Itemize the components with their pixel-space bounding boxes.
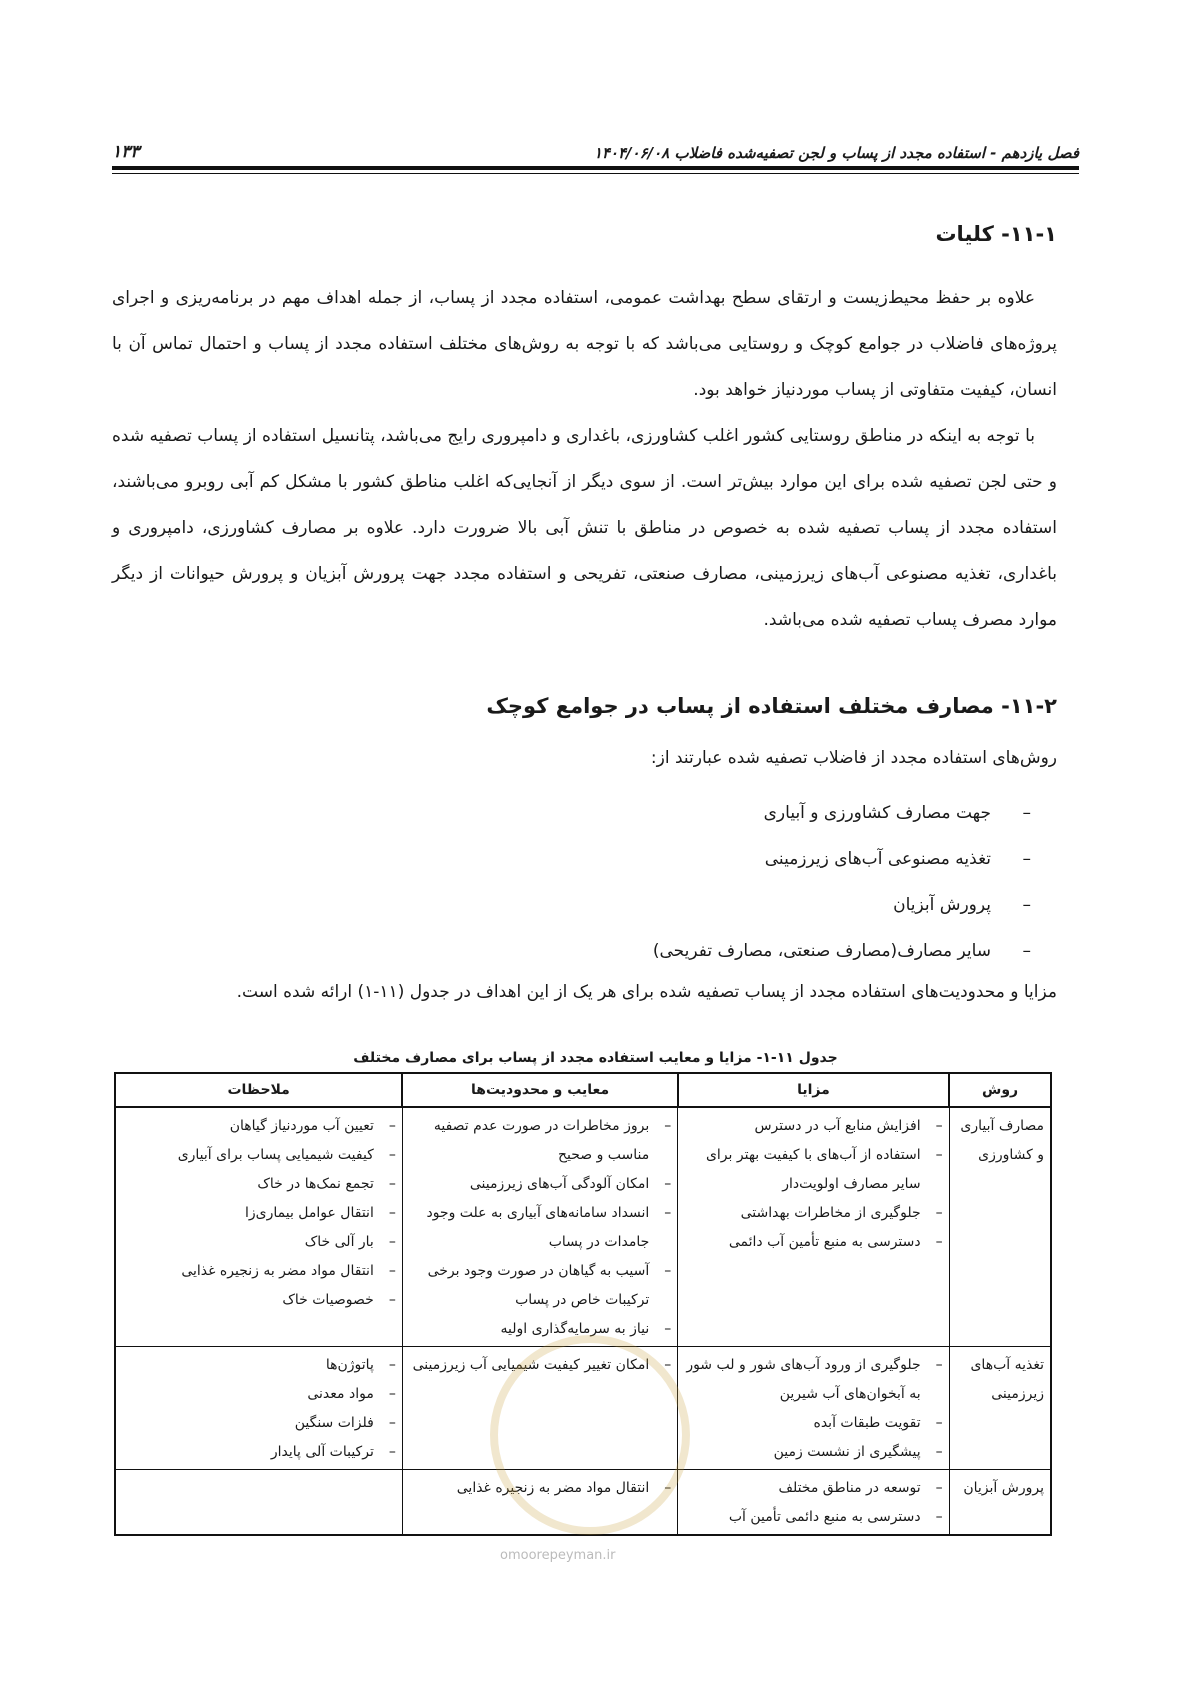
cell-item: – انتقال مواد مضر به زنجیره غذایی <box>181 1263 396 1279</box>
cell-item: – استفاده از آب‌های با کیفیت بهتر برای سایر مصارف اولویت‌دار <box>705 1147 943 1192</box>
cell-item: – جلوگیری از ورود آب‌های شور و لب شور به آبخوان‌های آب شیرین <box>686 1357 943 1402</box>
cell-item: – تعیین آب موردنیاز گیاهان <box>229 1118 396 1134</box>
list-item <box>653 790 1031 836</box>
cell-item: – انسداد سامانه‌های آبیاری به علت وجود جامدات در پساب <box>426 1205 672 1250</box>
section-body <box>112 275 1057 643</box>
cell-item: – توسعه در مناطق مختلف <box>778 1480 943 1496</box>
watermark-seal-icon <box>490 1335 690 1535</box>
cell-item: – آسیب به گیاهان در صورت وجود برخی ترکیبات خاص در پساب <box>427 1263 672 1308</box>
list-item <box>653 928 1031 974</box>
list-item-text: جهت مصارف کشاورزی و آبیاری <box>763 803 991 823</box>
method-cell <box>949 1470 1051 1536</box>
cell-item: – کیفیت شیمیایی پساب برای آبیاری <box>177 1147 396 1163</box>
list-intro: روش‌های استفاده مجدد از فاضلاب تصفیه شده عبارتند از: <box>650 748 1057 768</box>
advantages-cell <box>678 1470 949 1536</box>
page-number: ۱۳۳ <box>112 142 140 162</box>
section-heading-uses: ۱۱-۲- مصارف مختلف استفاده از پساب در جوامع کوچک <box>486 694 1057 718</box>
dash-bullet: – <box>1022 895 1031 915</box>
cell-item: – جلوگیری از مخاطرات بهداشتی <box>740 1205 943 1221</box>
cell-item: – ترکیبات آلی پایدار <box>270 1444 396 1460</box>
table-row <box>115 1107 1051 1347</box>
watermark-text: omoorepeyman.ir <box>500 1548 616 1563</box>
cell-item: – خصوصیات خاک <box>282 1292 396 1308</box>
page-header <box>112 128 1079 162</box>
list-item-text: تغذیه مصنوعی آب‌های زیرزمینی <box>764 849 991 869</box>
dash-bullet: – <box>1022 941 1031 961</box>
cell-item: – تجمع نمک‌ها در خاک <box>257 1176 396 1192</box>
cell-item: – انتقال عوامل بیماری‌زا <box>244 1205 396 1221</box>
cell-item: – فلزات سنگین <box>294 1415 396 1431</box>
cell-item: – افزایش منابع آب در دسترس <box>754 1118 943 1134</box>
table-header-row <box>115 1073 1051 1107</box>
table-reference-text: مزایا و محدودیت‌های استفاده مجدد از پساب تصفیه شده برای هر یک از این اهداف در جدول (۱۱-۱) ارائه شده است. <box>236 982 1057 1002</box>
method-cell <box>949 1107 1051 1347</box>
cell-item: – بروز مخاطرات در صورت عدم تصفیه مناسب و صحیح <box>433 1118 672 1163</box>
cell-item: – نیاز به سرمایه‌گذاری اولیه <box>500 1321 672 1337</box>
list-item-text: پرورش آبزیان <box>893 895 991 915</box>
method-name: پرورش آبزیان <box>963 1480 1044 1496</box>
dash-bullet: – <box>1022 849 1031 869</box>
cell-item: – امکان تغییر کیفیت شیمیایی آب زیرزمینی <box>412 1357 672 1373</box>
method-cell <box>949 1347 1051 1470</box>
method-name: مصارف آبیاری و کشاورزی <box>960 1118 1044 1163</box>
header-rule-thick <box>112 166 1079 170</box>
cell-item: – بار آلی خاک <box>304 1234 396 1250</box>
cell-item: – انتقال مواد مضر به زنجیره غذایی <box>456 1480 672 1496</box>
list-item <box>653 882 1031 928</box>
cell-item: – دسترسی به منبع دائمی تأمین آب <box>728 1509 943 1525</box>
cell-item: – پیشگیری از نشست زمین <box>773 1444 943 1460</box>
method-name: تغذیه آب‌های زیرزمینی <box>970 1357 1044 1402</box>
paragraph: علاوه بر حفظ محیط‌زیست و ارتقای سطح بهداشت عمومی، استفاده مجدد از پساب، از جمله اهداف مهم در برنامه‌ریزی و اجرای پروژه‌های فاضلاب در جوامع کوچک و روستایی می‌باشد که با توجه به روش‌های مختلف استفاده مجدد از پساب و احتمال تماس آن با انسان، کیفیت متفاوتی از پساب موردنیاز خواهد بود. <box>112 288 1057 400</box>
column-header-advantages: مزایا <box>678 1073 949 1107</box>
notes-cell <box>115 1107 402 1347</box>
cell-item: – پاتوژن‌ها <box>325 1357 396 1373</box>
section-heading-general: ۱۱-۱- کلیات <box>935 222 1057 246</box>
dash-bullet: – <box>1022 803 1031 823</box>
table-caption: جدول ۱۱-۱- مزایا و معایب استفاده مجدد از پساب برای مصارف مختلف <box>353 1050 838 1066</box>
list-item <box>653 836 1031 882</box>
cell-item: – تقویت طبقات آبده <box>813 1415 943 1431</box>
uses-list <box>653 790 1031 974</box>
notes-cell <box>115 1470 402 1536</box>
column-header-disadvantages: معایب و محدودیت‌ها <box>402 1073 677 1107</box>
advantages-cell <box>678 1107 949 1347</box>
column-header-method: روش <box>949 1073 1051 1107</box>
cell-item: – مواد معدنی <box>307 1386 396 1402</box>
cell-item: – دسترسی به منبع تأمین آب دائمی <box>728 1234 943 1250</box>
advantages-cell <box>678 1347 949 1470</box>
chapter-title: فصل یازدهم - استفاده مجدد از پساب و لجن تصفیه‌شده فاضلاب ۱۴۰۴/۰۶/۰۸ <box>593 144 1079 162</box>
notes-cell <box>115 1347 402 1470</box>
list-item-text: سایر مصارف(مصارف صنعتی، مصارف تفریحی) <box>652 941 991 961</box>
disadvantages-cell <box>402 1107 677 1347</box>
cell-item: – امکان آلودگی آب‌های زیرزمینی <box>469 1176 672 1192</box>
paragraph: با توجه به اینکه در مناطق روستایی کشور اغلب کشاورزی، باغداری و دامپروری رایج می‌باشد، پتانسیل استفاده از پساب تصفیه شده و حتی لجن تصفیه شده برای این موارد بیش‌تر است. از سوی دیگر از آنجایی‌که اغلب مناطق کشور با مشکل کم آبی روبرو می‌باشند، استفاده مجدد از پساب تصفیه شده به خصوص در مناطق با تنش آبی بالا ضرورت دارد. علاوه بر مصارف کشاورزی، دامپروری و باغداری، تغذیه مصنوعی آب‌های زیرزمینی، مصارف صنعتی، تفریحی و استفاده مجدد جهت پرورش آبزیان و پرورش حیوانات از دیگر موارد مصرف پساب تصفیه شده می‌باشد. <box>112 426 1057 630</box>
column-header-notes: ملاحظات <box>115 1073 402 1107</box>
header-rule-thin <box>112 173 1079 174</box>
